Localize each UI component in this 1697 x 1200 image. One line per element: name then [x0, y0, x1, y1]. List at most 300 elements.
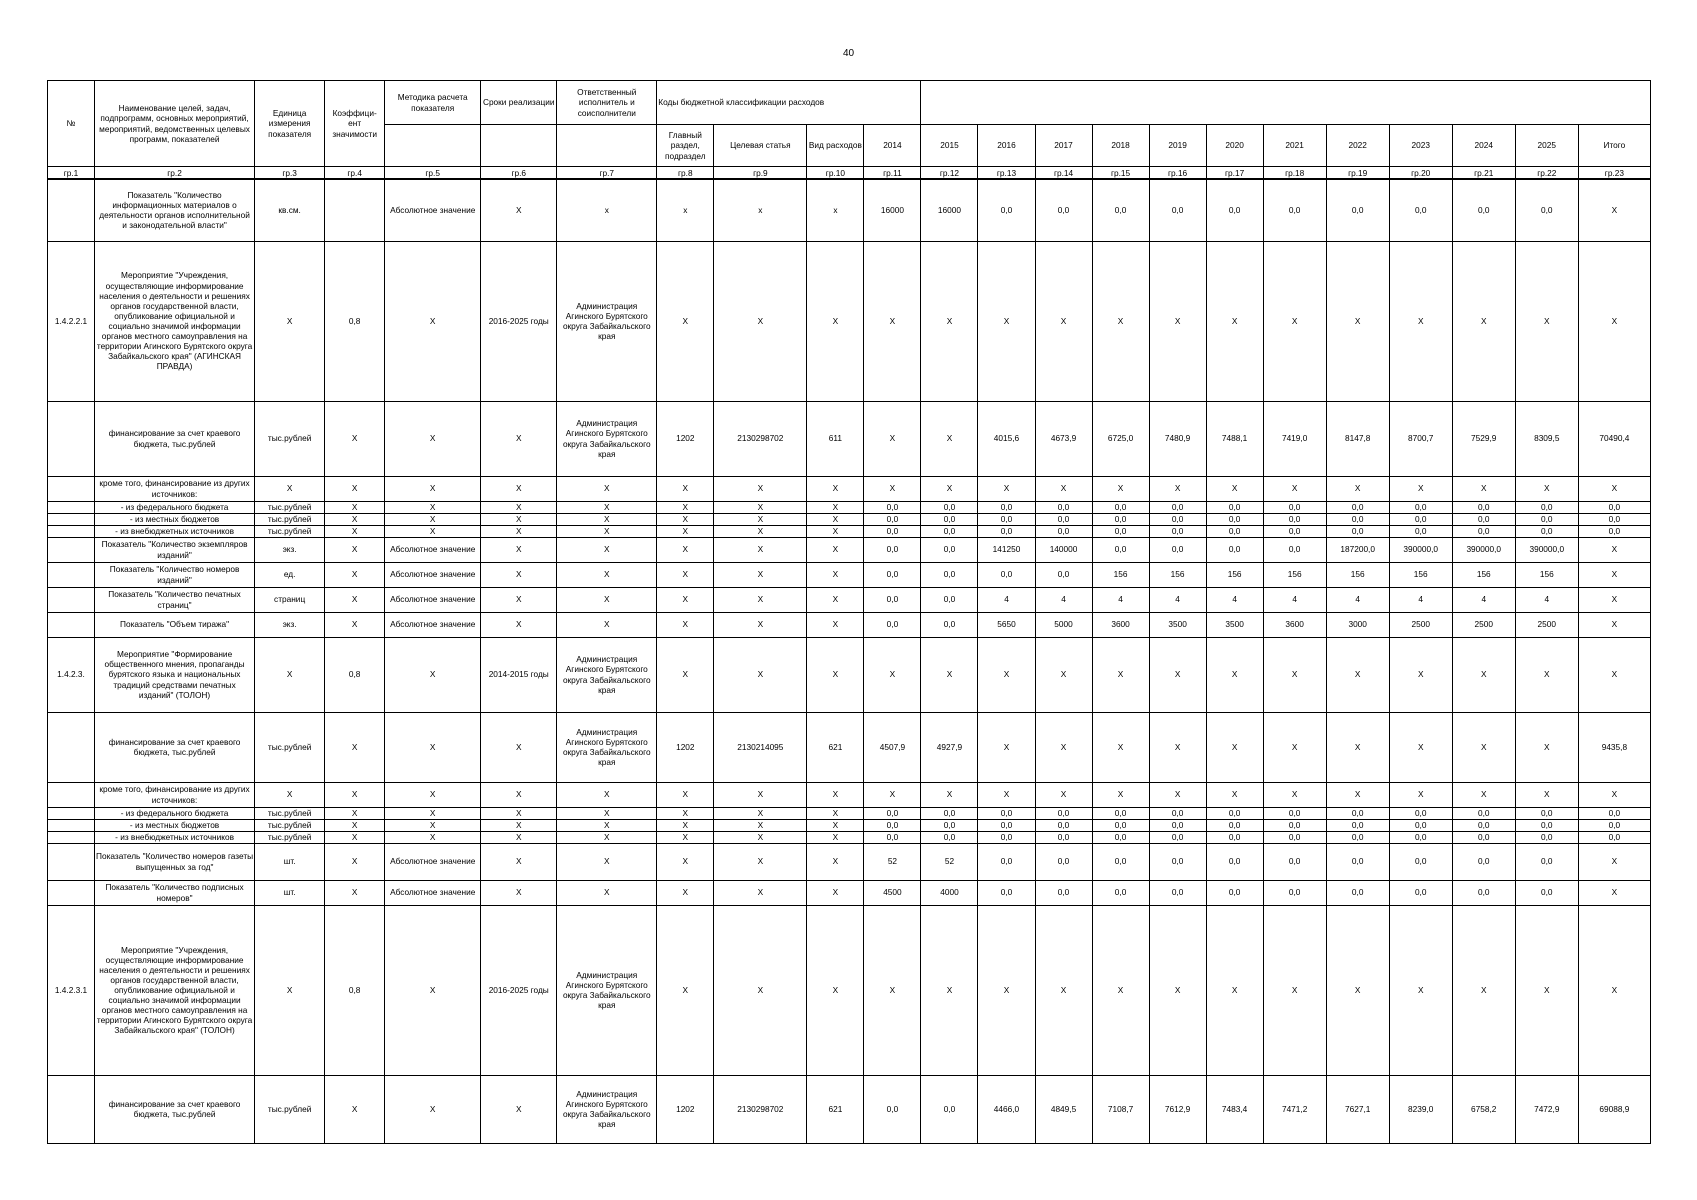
header-year-2017: 2017 — [1035, 125, 1092, 167]
table-cell: Х — [1578, 905, 1650, 1075]
table-cell: Х — [807, 513, 864, 525]
table-cell: 0,0 — [1035, 525, 1092, 537]
table-cell: 0,0 — [1206, 525, 1263, 537]
table-cell: 4000 — [921, 880, 978, 905]
table-cell: Х — [557, 880, 657, 905]
column-index: гр.7 — [557, 167, 657, 180]
table-cell: 1202 — [657, 401, 714, 476]
table-cell: Х — [1326, 905, 1389, 1075]
table-cell: Показатель "Количество подписных номеров" — [95, 880, 255, 905]
table-cell: Х — [978, 905, 1035, 1075]
table-cell: Х — [557, 782, 657, 807]
table-cell: Мероприятие "Формирование общественного мнения, пропаганды бурятского языка и национальных традиций средствами печатных изданий" (ТОЛОН) — [95, 637, 255, 712]
table-cell: экз. — [255, 612, 325, 637]
table-cell: Х — [481, 807, 557, 819]
table-cell — [48, 1075, 95, 1143]
table-cell: 0,0 — [1092, 880, 1149, 905]
table-cell: 0,0 — [1578, 831, 1650, 843]
table-cell: 3600 — [1263, 612, 1326, 637]
table-cell: Х — [385, 513, 481, 525]
table-cell: 611 — [807, 401, 864, 476]
table-cell: Х — [1452, 782, 1515, 807]
table-cell: 16000 — [864, 179, 921, 241]
table-cell: 4 — [1326, 587, 1389, 612]
table-cell: Х — [481, 179, 557, 241]
table-cell: 4015,6 — [978, 401, 1035, 476]
table-cell: Х — [255, 782, 325, 807]
table-cell: Х — [557, 525, 657, 537]
table-cell: Х — [1389, 782, 1452, 807]
table-cell: 0,0 — [978, 807, 1035, 819]
table-cell: Х — [657, 831, 714, 843]
table-cell: Х — [325, 562, 385, 587]
table-cell: 7488,1 — [1206, 401, 1263, 476]
table-cell: 156 — [1326, 562, 1389, 587]
table-cell: Х — [557, 537, 657, 562]
table-cell: 4849,5 — [1035, 1075, 1092, 1143]
table-cell: 0,0 — [921, 612, 978, 637]
table-cell: Х — [657, 782, 714, 807]
table-cell: 7419,0 — [1263, 401, 1326, 476]
table-cell: Х — [1389, 241, 1452, 401]
table-cell: 16000 — [921, 179, 978, 241]
table-cell: 0,0 — [1149, 179, 1206, 241]
table-cell: 0,0 — [1149, 831, 1206, 843]
table-cell: 0,0 — [921, 513, 978, 525]
table-cell: Администрация Агинского Бурятского округа Забайкальского края — [557, 637, 657, 712]
table-cell: страниц — [255, 587, 325, 612]
table-cell: 0,0 — [1326, 525, 1389, 537]
table-cell: 0,0 — [1149, 501, 1206, 513]
header-years-blank — [921, 81, 1651, 125]
table-cell — [48, 612, 95, 637]
table-cell: Х — [1035, 476, 1092, 501]
table-cell: 7472,9 — [1515, 1075, 1578, 1143]
table-cell: Х — [1578, 637, 1650, 712]
program-table — [47, 80, 1651, 1144]
table-cell: 0,0 — [864, 1075, 921, 1143]
table-cell: 0,0 — [864, 537, 921, 562]
table-cell: - из местных бюджетов — [95, 819, 255, 831]
table-cell: 4 — [1149, 587, 1206, 612]
table-cell: 0,0 — [1092, 525, 1149, 537]
header-year-2020: 2020 — [1206, 125, 1263, 167]
table-cell: Х — [1206, 782, 1263, 807]
table-cell: Х — [255, 905, 325, 1075]
table-cell: Х — [481, 831, 557, 843]
header-year-2019: 2019 — [1149, 125, 1206, 167]
table-cell: 0,0 — [1389, 831, 1452, 843]
table-cell: 0,0 — [1452, 525, 1515, 537]
table-cell: Абсолютное значение — [385, 880, 481, 905]
table-cell: Х — [1149, 712, 1206, 782]
table-cell: Х — [481, 1075, 557, 1143]
table-cell: 0,0 — [1149, 513, 1206, 525]
table-cell — [48, 782, 95, 807]
table-cell: 0,0 — [1515, 880, 1578, 905]
table-cell: Х — [714, 525, 807, 537]
table-cell: Х — [657, 513, 714, 525]
table-cell: Х — [657, 476, 714, 501]
table-cell: финансирование за счет краевого бюджета, тыс.рублей — [95, 712, 255, 782]
table-cell: экз. — [255, 537, 325, 562]
table-cell: шт. — [255, 843, 325, 880]
table-cell: Х — [1578, 843, 1650, 880]
table-cell: Х — [1035, 905, 1092, 1075]
table-cell: 2016-2025 годы — [481, 241, 557, 401]
table-cell: 0,0 — [978, 843, 1035, 880]
table-cell: Х — [657, 612, 714, 637]
table-cell: Х — [921, 476, 978, 501]
table-cell: 1.4.2.2.1 — [48, 241, 95, 401]
table-cell: 0,0 — [864, 501, 921, 513]
header-year-2021: 2021 — [1263, 125, 1326, 167]
table-cell: 0,0 — [1206, 501, 1263, 513]
header-name: Наименование целей, задач, подпрограмм, основных мероприятий, мероприятий, ведомственных целевых программ, показателей — [95, 81, 255, 167]
table-cell: 0,0 — [978, 525, 1035, 537]
table-cell: 0,0 — [1389, 843, 1452, 880]
table-cell — [48, 401, 95, 476]
table-cell: 0,0 — [1035, 562, 1092, 587]
table-cell: Х — [864, 401, 921, 476]
table-cell: Х — [1389, 712, 1452, 782]
table-cell: Х — [657, 587, 714, 612]
table-cell: 5000 — [1035, 612, 1092, 637]
table-cell: 0,0 — [1263, 831, 1326, 843]
table-row — [48, 501, 1651, 513]
header-year-2016: 2016 — [978, 125, 1035, 167]
table-cell: Х — [1452, 637, 1515, 712]
table-cell: Х — [1326, 476, 1389, 501]
column-index: гр.23 — [1578, 167, 1650, 180]
header-period-blank — [481, 125, 557, 167]
header-period: Сроки реализации — [481, 81, 557, 125]
table-cell: 0,0 — [1515, 525, 1578, 537]
table-cell: 0,0 — [1035, 501, 1092, 513]
column-index: гр.18 — [1263, 167, 1326, 180]
table-cell: 0,0 — [1092, 831, 1149, 843]
table-row — [48, 905, 1651, 1075]
table-cell: Х — [1206, 637, 1263, 712]
table-cell: Х — [1092, 905, 1149, 1075]
header-year-2025: 2025 — [1515, 125, 1578, 167]
table-cell: Х — [1263, 476, 1326, 501]
table-cell: Х — [864, 476, 921, 501]
table-cell: 0,0 — [978, 513, 1035, 525]
table-cell: Администрация Агинского Бурятского округа Забайкальского края — [557, 905, 657, 1075]
table-cell: - из местных бюджетов — [95, 513, 255, 525]
table-cell — [48, 537, 95, 562]
table-cell: Х — [1578, 880, 1650, 905]
table-cell: 3600 — [1092, 612, 1149, 637]
table-cell: Х — [557, 831, 657, 843]
table-cell — [48, 712, 95, 782]
table-cell: 70490,4 — [1578, 401, 1650, 476]
table-cell: Показатель "Количество информационных материалов о деятельности органов исполнительной и законодательной власти" — [95, 179, 255, 241]
header-method-blank — [385, 125, 481, 167]
column-index: гр.12 — [921, 167, 978, 180]
column-index: гр.8 — [657, 167, 714, 180]
table-cell: Х — [807, 612, 864, 637]
table-cell: Х — [714, 501, 807, 513]
table-cell: Х — [807, 637, 864, 712]
table-cell: Х — [325, 612, 385, 637]
table-cell: 4 — [1206, 587, 1263, 612]
table-cell: 0,0 — [1206, 880, 1263, 905]
table-cell: 621 — [807, 712, 864, 782]
table-cell: 0,0 — [1035, 831, 1092, 843]
table-cell: Х — [385, 476, 481, 501]
table-cell: 0,0 — [1452, 819, 1515, 831]
table-cell: 0,0 — [1263, 537, 1326, 562]
table-cell: х — [557, 179, 657, 241]
table-cell: Х — [385, 807, 481, 819]
table-cell: 52 — [921, 843, 978, 880]
column-index: гр.15 — [1092, 167, 1149, 180]
table-cell: 4 — [1092, 587, 1149, 612]
table-cell: Х — [325, 501, 385, 513]
table-cell: Х — [714, 880, 807, 905]
table-cell: Х — [1206, 905, 1263, 1075]
table-cell: Администрация Агинского Бурятского округа Забайкальского края — [557, 1075, 657, 1143]
column-index: гр.2 — [95, 167, 255, 180]
table-cell: Х — [714, 637, 807, 712]
table-cell: Х — [325, 1075, 385, 1143]
table-cell: Х — [481, 819, 557, 831]
table-cell: Абсолютное значение — [385, 587, 481, 612]
table-row — [48, 1075, 1651, 1143]
table-cell: 390000,0 — [1515, 537, 1578, 562]
table-cell: 0,0 — [1035, 843, 1092, 880]
table-cell: 0,0 — [1206, 831, 1263, 843]
table-cell: Х — [481, 782, 557, 807]
table-cell: 0,0 — [1092, 819, 1149, 831]
table-cell: 0,0 — [1263, 880, 1326, 905]
table-cell: 0,0 — [1206, 807, 1263, 819]
table-cell: Х — [1206, 241, 1263, 401]
table-cell: 0,0 — [1263, 843, 1326, 880]
table-cell — [48, 587, 95, 612]
table-cell: Х — [921, 637, 978, 712]
table-cell: тыс.рублей — [255, 1075, 325, 1143]
table-cell: 0,0 — [1326, 501, 1389, 513]
table-cell: Х — [807, 476, 864, 501]
table-cell: х — [807, 179, 864, 241]
header-coef: Коэффици-ент значимости — [325, 81, 385, 167]
table-cell: Х — [807, 537, 864, 562]
table-cell: 3000 — [1326, 612, 1389, 637]
table-cell: Х — [325, 537, 385, 562]
table-cell: 5650 — [978, 612, 1035, 637]
table-cell: Х — [807, 807, 864, 819]
table-cell: Х — [657, 843, 714, 880]
table-cell: 3500 — [1206, 612, 1263, 637]
table-cell: тыс.рублей — [255, 819, 325, 831]
table-cell: Х — [1389, 905, 1452, 1075]
table-cell: 9435,8 — [1578, 712, 1650, 782]
table-row — [48, 843, 1651, 880]
table-cell: Х — [1263, 905, 1326, 1075]
table-cell: Показатель "Количество номеров газеты выпущенных за год" — [95, 843, 255, 880]
table-cell: Х — [385, 782, 481, 807]
table-cell: Показатель "Количество печатных страниц" — [95, 587, 255, 612]
table-cell: 0,0 — [1035, 807, 1092, 819]
table-cell: Х — [325, 525, 385, 537]
table-cell: Х — [864, 637, 921, 712]
table-cell: Х — [325, 587, 385, 612]
table-cell: Х — [325, 843, 385, 880]
table-cell: Х — [1578, 537, 1650, 562]
table-cell: Х — [1578, 241, 1650, 401]
table-cell — [48, 513, 95, 525]
table-cell: финансирование за счет краевого бюджета, тыс.рублей — [95, 401, 255, 476]
table-cell: 0,0 — [1326, 831, 1389, 843]
table-cell: ед. — [255, 562, 325, 587]
table-cell: 0,0 — [1035, 513, 1092, 525]
table-cell: 0,0 — [1452, 807, 1515, 819]
table-cell: Х — [325, 513, 385, 525]
header-target-article: Целевая статья — [714, 125, 807, 167]
table-cell: 141250 — [978, 537, 1035, 562]
table-cell: 8239,0 — [1389, 1075, 1452, 1143]
header-year-2014: 2014 — [864, 125, 921, 167]
table-cell: Х — [1035, 637, 1092, 712]
table-cell — [48, 562, 95, 587]
table-cell: Х — [325, 807, 385, 819]
table-cell: Х — [557, 587, 657, 612]
table-cell: 0,0 — [1515, 513, 1578, 525]
table-cell: тыс.рублей — [255, 513, 325, 525]
table-cell: Х — [481, 525, 557, 537]
table-cell: Х — [864, 241, 921, 401]
table-cell: Х — [1092, 476, 1149, 501]
table-cell — [48, 843, 95, 880]
table-cell: Х — [385, 637, 481, 712]
table-cell: Х — [1578, 562, 1650, 587]
table-cell: 0,0 — [1452, 831, 1515, 843]
table-cell: Х — [1389, 637, 1452, 712]
table-cell: 0,0 — [1035, 880, 1092, 905]
table-cell: Х — [657, 501, 714, 513]
table-cell: Х — [1515, 712, 1578, 782]
table-cell: 1202 — [657, 1075, 714, 1143]
table-cell: Х — [807, 843, 864, 880]
table-row — [48, 782, 1651, 807]
table-cell: Х — [714, 537, 807, 562]
table-cell: 0,0 — [1578, 807, 1650, 819]
table-cell: Х — [714, 562, 807, 587]
column-index: гр.22 — [1515, 167, 1578, 180]
table-cell: кроме того, финансирование из других источников: — [95, 782, 255, 807]
table-cell: 0,0 — [1092, 179, 1149, 241]
table-row — [48, 562, 1651, 587]
table-cell: 4466,0 — [978, 1075, 1035, 1143]
table-cell: 4 — [1263, 587, 1326, 612]
table-cell: 4 — [978, 587, 1035, 612]
table-cell: Х — [714, 476, 807, 501]
table-cell: 0,0 — [978, 880, 1035, 905]
column-index: гр.6 — [481, 167, 557, 180]
table-cell: Х — [1092, 637, 1149, 712]
table-cell: 156 — [1263, 562, 1326, 587]
table-cell: Х — [557, 513, 657, 525]
table-cell: 7612,9 — [1149, 1075, 1206, 1143]
table-cell: 0,0 — [1389, 807, 1452, 819]
column-index-row — [48, 167, 1651, 180]
header-executor: Ответственный исполнитель и соисполнители — [557, 81, 657, 125]
table-cell: Х — [255, 637, 325, 712]
table-cell: - из федерального бюджета — [95, 501, 255, 513]
table-cell: Х — [1035, 241, 1092, 401]
table-cell: Мероприятие "Учреждения, осуществляющие информирование населения о деятельности и решениях органов государственной власти, опубликование официальной и социально значимой информации органов местного самоуправления на территории Агинского Бурятского округа Забайкальского края" (ТОЛОН) — [95, 905, 255, 1075]
table-cell: 0,0 — [1206, 513, 1263, 525]
table-cell: 0,0 — [1326, 880, 1389, 905]
table-cell: 0,0 — [1035, 179, 1092, 241]
table-cell: Абсолютное значение — [385, 537, 481, 562]
table-cell: Х — [807, 819, 864, 831]
table-cell: Х — [481, 501, 557, 513]
table-cell: 7529,9 — [1452, 401, 1515, 476]
table-cell: тыс.рублей — [255, 501, 325, 513]
table-cell: 0,0 — [1389, 513, 1452, 525]
table-cell: 0,0 — [864, 831, 921, 843]
table-cell: 0,0 — [1206, 537, 1263, 562]
table-cell: Х — [1092, 712, 1149, 782]
table-row — [48, 179, 1651, 241]
table-cell: х — [714, 179, 807, 241]
table-cell: 0,0 — [864, 525, 921, 537]
table-cell: 0,0 — [864, 819, 921, 831]
table-cell: 2014-2015 годы — [481, 637, 557, 712]
table-cell: Х — [657, 807, 714, 819]
table-cell: Х — [325, 880, 385, 905]
table-row — [48, 712, 1651, 782]
table-cell — [325, 179, 385, 241]
header-num: № — [48, 81, 95, 167]
table-cell: 0,0 — [1578, 501, 1650, 513]
table-cell: Х — [481, 513, 557, 525]
table-cell: 0,0 — [978, 562, 1035, 587]
table-cell: Х — [714, 612, 807, 637]
table-cell: 0,0 — [1389, 501, 1452, 513]
column-index: гр.16 — [1149, 167, 1206, 180]
header-method: Методика расчета показателя — [385, 81, 481, 125]
table-cell: Х — [714, 905, 807, 1075]
table-cell: Х — [557, 843, 657, 880]
table-cell: Х — [714, 587, 807, 612]
table-cell: Х — [714, 513, 807, 525]
table-cell: 0,0 — [1452, 501, 1515, 513]
table-cell: 0,0 — [1326, 819, 1389, 831]
table-cell: - из внебюджетных источников — [95, 525, 255, 537]
table-cell: 7480,9 — [1149, 401, 1206, 476]
table-cell: Абсолютное значение — [385, 612, 481, 637]
table-cell: 0,0 — [1389, 179, 1452, 241]
column-index: гр.14 — [1035, 167, 1092, 180]
table-cell: 0,0 — [1389, 819, 1452, 831]
table-cell: Х — [714, 843, 807, 880]
table-cell: Х — [1515, 782, 1578, 807]
table-cell: 0,0 — [1035, 819, 1092, 831]
table-row — [48, 612, 1651, 637]
table-cell: Х — [807, 241, 864, 401]
table-cell: Х — [657, 525, 714, 537]
table-cell: 0,0 — [1452, 880, 1515, 905]
table-cell: тыс.рублей — [255, 712, 325, 782]
table-cell: Х — [714, 819, 807, 831]
table-cell: 0,0 — [1149, 807, 1206, 819]
table-cell: 0,0 — [921, 819, 978, 831]
